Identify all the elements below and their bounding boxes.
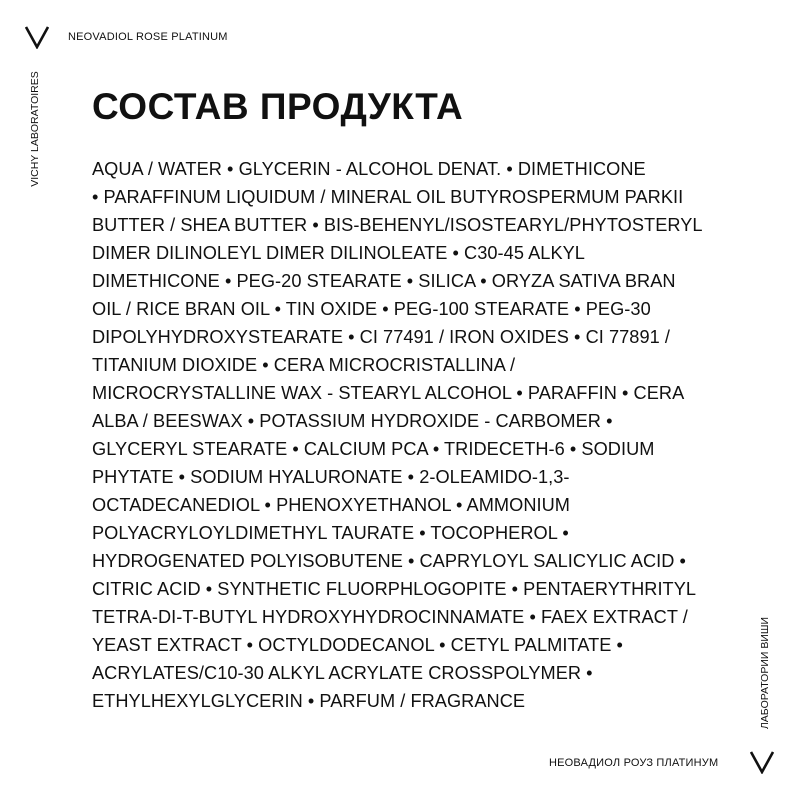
ingredient-line: DIMER DILINOLEYL DIMER DILINOLEATE • C30-45 ALKYL bbox=[92, 243, 585, 263]
ingredient-line: MICROCRYSTALLINE WAX - STEARYL ALCOHOL • PARAFFIN • CERA bbox=[92, 383, 685, 403]
ingredient-line: OCTADECANEDIOL • PHENOXYETHANOL • AMMONIUM bbox=[92, 495, 571, 515]
ingredient-line: • PARAFFINUM LIQUIDUM / MINERAL OIL BUTYROSPERMUM PARKII bbox=[92, 187, 684, 207]
ingredients-list bbox=[92, 155, 722, 715]
ingredient-line: GLYCERYL STEARATE • CALCIUM PCA • TRIDECETH-6 • SODIUM bbox=[92, 439, 655, 459]
product-name-header: NEOVADIOL ROSE PLATINUM bbox=[68, 31, 228, 43]
ingredient-line: ACRYLATES/C10-30 ALKYL ACRYLATE CROSSPOLYMER • bbox=[92, 663, 593, 683]
ingredient-line: DIPOLYHYDROXYSTEARATE • CI 77491 / IRON OXIDES • CI 77891 / bbox=[92, 327, 671, 347]
page-title: СОСТАВ ПРОДУКТА bbox=[92, 86, 464, 127]
ingredient-line: ALBA / BEESWAX • POTASSIUM HYDROXIDE - CARBOMER • bbox=[92, 411, 613, 431]
ingredient-line: PHYTATE • SODIUM HYALURONATE • 2-OLEAMIDO-1,3- bbox=[92, 467, 570, 487]
ingredient-line: HYDROGENATED POLYISOBUTENE • CAPRYLOYL SALICYLIC ACID • bbox=[92, 551, 686, 571]
ingredient-line: TETRA-DI-T-BUTYL HYDROXYHYDROCINNAMATE • FAEX EXTRACT / bbox=[92, 607, 688, 627]
ingredient-line: DIMETHICONE • PEG-20 STEARATE • SILICA • ORYZA SATIVA BRAN bbox=[92, 271, 676, 291]
ingredient-line: CITRIC ACID • SYNTHETIC FLUORPHLOGOPITE • PENTAERYTHRITYL bbox=[92, 579, 697, 599]
ingredient-line: ETHYLHEXYLGLYCERIN • PARFUM / FRAGRANCE bbox=[92, 691, 526, 711]
ingredient-line: YEAST EXTRACT • OCTYLDODECANOL • CETYL PALMITATE • bbox=[92, 635, 623, 655]
ingredient-line: POLYACRYLOYLDIMETHYL TAURATE • TOCOPHEROL • bbox=[92, 523, 569, 543]
ingredient-line: OIL / RICE BRAN OIL • TIN OXIDE • PEG-100 STEARATE • PEG-30 bbox=[92, 299, 651, 319]
ingredient-line: TITANIUM DIOXIDE • CERA MICROCRISTALLINA / bbox=[92, 355, 516, 375]
product-name-footer: НЕОВАДИОЛ РОУЗ ПЛАТИНУМ bbox=[549, 757, 719, 769]
vichy-v-logo-icon bbox=[25, 25, 49, 49]
ingredient-line: AQUA / WATER • GLYCERIN - ALCOHOL DENAT. • DIMETHICONE bbox=[92, 159, 646, 179]
brand-label-vertical-ru: ЛАБОРАТОРИИ ВИШИ bbox=[759, 616, 771, 730]
ingredient-line: BUTTER / SHEA BUTTER • BIS-BEHENYL/ISOSTEARYL/PHYTOSTERYL bbox=[92, 215, 703, 235]
brand-label-vertical: VICHY LABORATOIRES bbox=[29, 71, 41, 187]
vichy-v-logo-icon bbox=[750, 750, 774, 774]
